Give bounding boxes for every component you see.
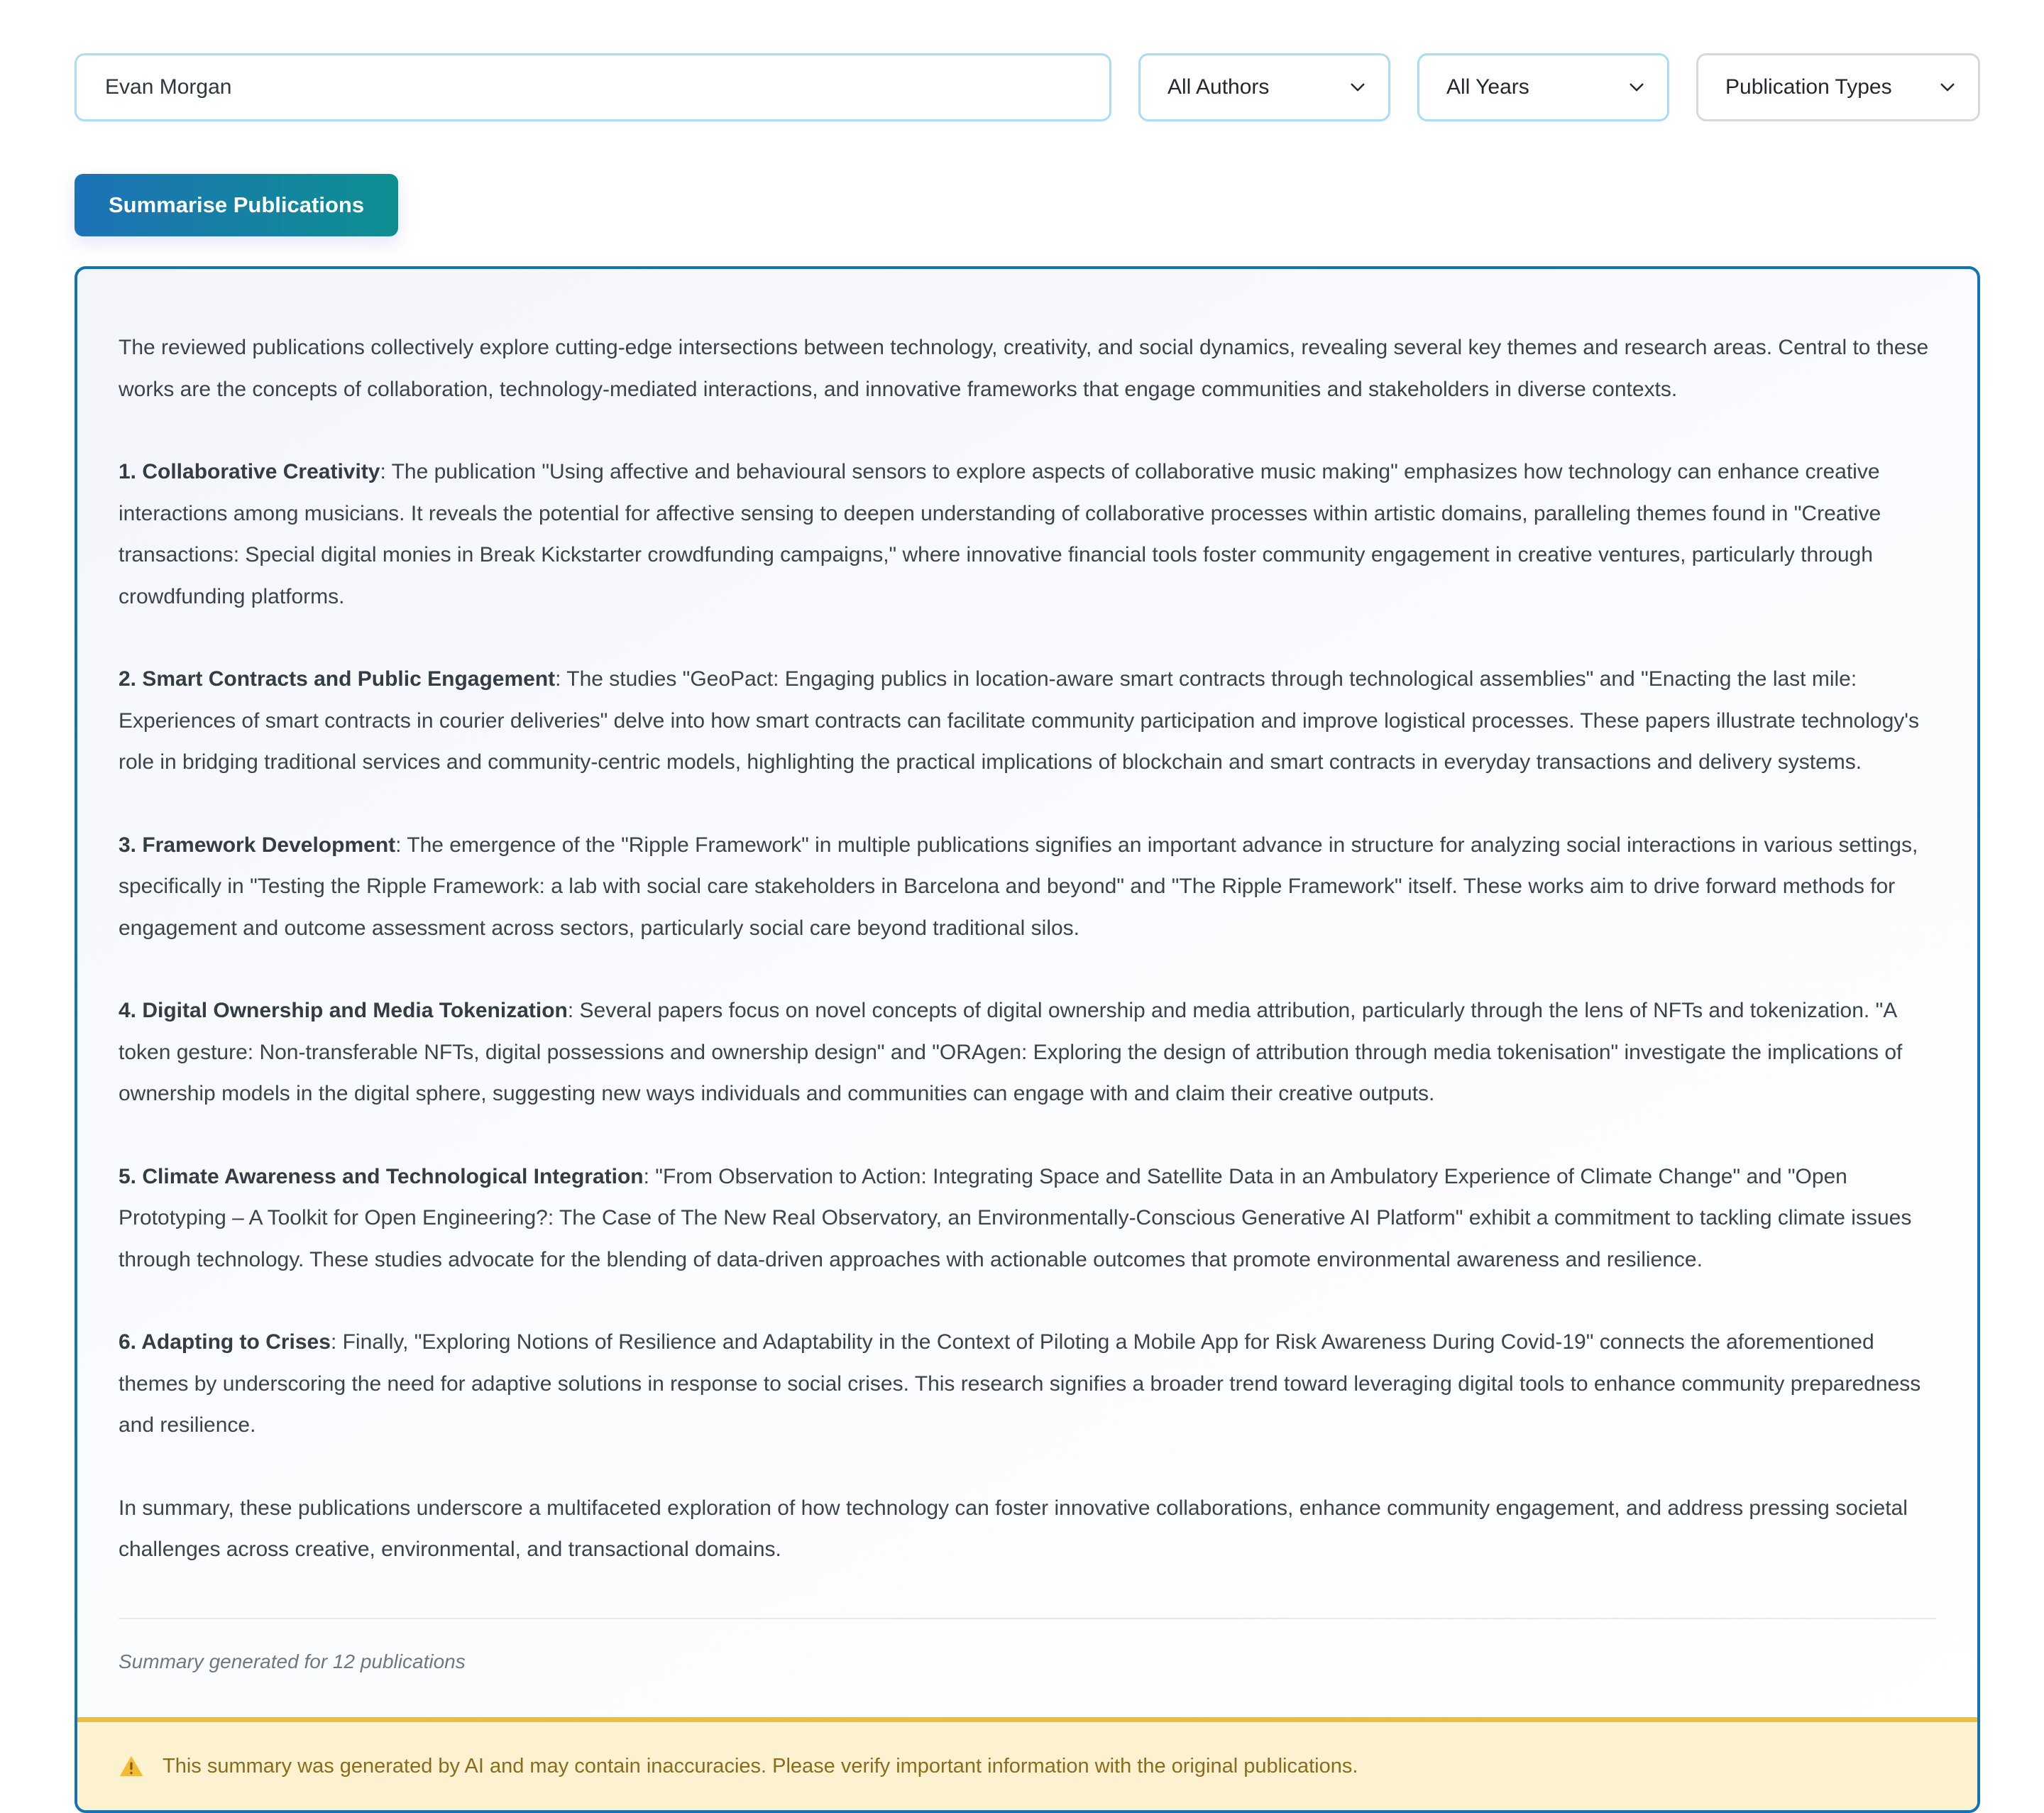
section-body: : The studies "GeoPact: Engaging publics in location-aware smart contracts through technological assemblies" and "Enacting the last mile: Experiences of smart contracts in courier deliveries" delve into how smart contracts can facilitate community participation and improve logistical processes. These papers illustrate technology's role in bridging traditional services and community-centric models, highlighting the practical implications of blockchain and smart contracts in everyday transactions and delivery systems. <box>119 667 1919 774</box>
summary-section-4 <box>119 990 1936 1115</box>
ai-warning-text: This summary was generated by AI and may contain inaccuracies. Please verify important information with the original publications. <box>163 1754 1358 1778</box>
chevron-down-icon <box>1350 82 1366 92</box>
summary-footnote: Summary generated for 12 publications <box>119 1650 466 1672</box>
summary-conclusion-paragraph: In summary, these publications underscore a multifaceted exploration of how technology can foster innovative collaborations, enhance community engagement, and address pressing societal challenges across creative, environmental, and transactional domains. <box>119 1496 1908 1561</box>
section-body: : The publication "Using affective and behavioural sensors to explore aspects of collaborative music making" emphasizes how technology can enhance creative interactions among musicians. It reveals the potential for affective sensing to deepen understanding of collaborative processes within artistic domains, paralleling themes found in "Creative transactions: Special digital monies in Break Kickstarter crowdfunding campaigns," where innovative financial tools foster community engagement in creative ventures, particularly through crowdfunding platforms. <box>119 460 1881 608</box>
summary-section-1 <box>119 451 1936 618</box>
filter-bar <box>75 53 1980 121</box>
section-body: : "From Observation to Action: Integrating Space and Satellite Data in an Ambulatory Experience of Climate Change" and "Open Prototyping – A Toolkit for Open Engineering?: The Case of The New Real Observatory, an Environmentally-Conscious Generative AI Platform" exhibit a commitment to tackling climate issues through technology. These studies advocate for the blending of data-driven approaches with actionable outcomes that promote environmental awareness and resilience. <box>119 1164 1912 1271</box>
summary-section-6 <box>119 1322 1936 1447</box>
summary-section-2 <box>119 659 1936 784</box>
authors-dropdown-label: All Authors <box>1167 75 1270 99</box>
publication-types-dropdown-label: Publication Types <box>1725 75 1892 99</box>
publication-types-dropdown[interactable] <box>1696 53 1980 121</box>
chevron-down-icon <box>1629 82 1644 92</box>
summarise-publications-button[interactable]: Summarise Publications <box>75 174 398 236</box>
summary-section-3 <box>119 825 1936 950</box>
authors-dropdown[interactable] <box>1138 53 1390 121</box>
section-body: : The emergence of the "Ripple Framework" in multiple publications signifies an important advance in structure for analyzing social interactions in various settings, specifically in "Testing the Ripple Framework: a lab with social care stakeholders in Barcelona and beyond" and "The Ripple Framework" itself. These works aim to drive forward methods for engagement and outcome assessment across sectors, particularly social care beyond traditional silos. <box>119 833 1918 940</box>
section-heading: 3. Framework Development <box>119 833 396 857</box>
summary-panel-body <box>77 269 1977 1673</box>
divider <box>119 1618 1936 1619</box>
chevron-down-icon <box>1940 82 1955 92</box>
section-heading: 1. Collaborative Creativity <box>119 460 380 483</box>
summary-panel <box>75 266 1980 1813</box>
section-heading: 4. Digital Ownership and Media Tokenization <box>119 999 568 1022</box>
summary-intro-paragraph: The reviewed publications collectively explore cutting-edge intersections between technology, creativity, and social dynamics, revealing several key themes and research areas. Central to these works are the concepts of collaboration, technology-mediated interactions, and innovative frameworks that engage communities and stakeholders in diverse contexts. <box>119 336 1929 401</box>
years-dropdown-label: All Years <box>1446 75 1529 99</box>
section-body: : Finally, "Exploring Notions of Resilience and Adaptability in the Context of Piloting a Mobile App for Risk Awareness During Covid-19" connects the aforementioned themes by underscoring the need for adaptive solutions in response to social crises. This research signifies a broader trend toward leveraging digital tools to enhance community preparedness and resilience. <box>119 1330 1921 1437</box>
section-heading: 5. Climate Awareness and Technological Integration <box>119 1164 644 1188</box>
ai-warning-banner <box>77 1717 1977 1811</box>
warning-triangle-icon <box>119 1755 144 1778</box>
section-body: : Several papers focus on novel concepts of digital ownership and media attribution, particularly through the lens of NFTs and tokenization. "A token gesture: Non-transferable NFTs, digital possessions and ownership design" and "ORAgen: Exploring the design of attribution through media tokenisation" investigate the implications of ownership models in the digital sphere, suggesting new ways individuals and communities can engage with and claim their creative outputs. <box>119 999 1903 1105</box>
section-heading: 6. Adapting to Crises <box>119 1330 331 1354</box>
section-heading: 2. Smart Contracts and Public Engagement <box>119 667 556 691</box>
summary-section-5 <box>119 1156 1936 1281</box>
search-input[interactable] <box>75 53 1111 121</box>
years-dropdown[interactable] <box>1417 53 1669 121</box>
